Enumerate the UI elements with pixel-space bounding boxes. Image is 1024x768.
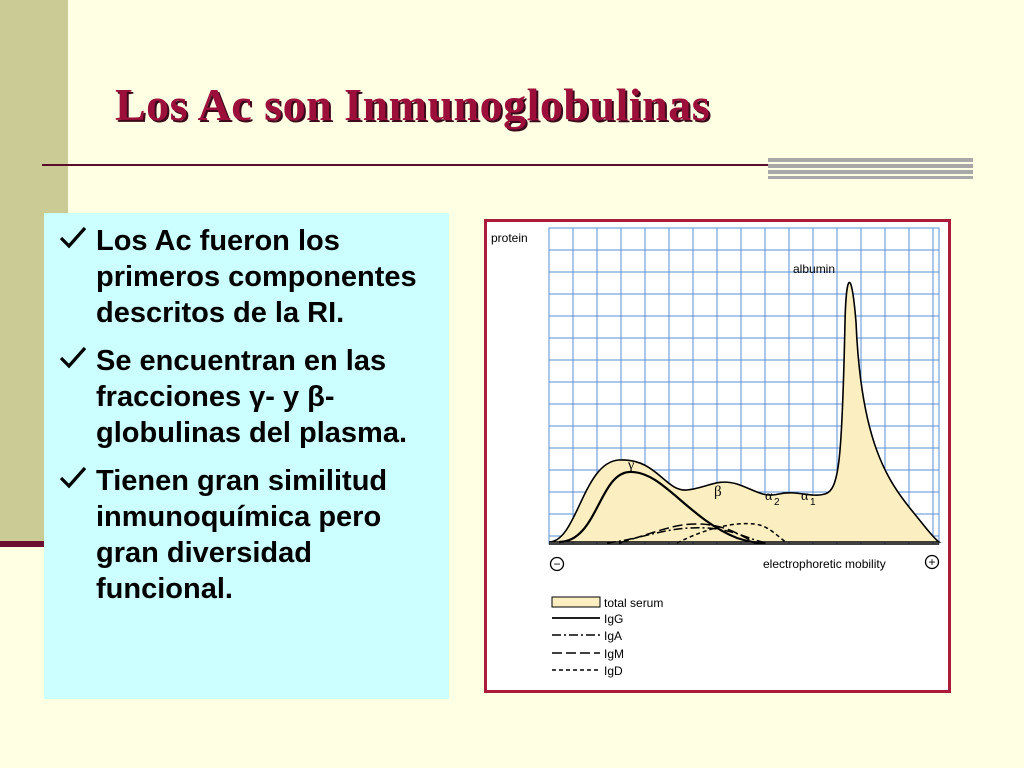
- gamma-label: γ: [628, 458, 635, 473]
- minus-sign: −: [553, 557, 561, 571]
- legend-label-iga: IgA: [604, 629, 623, 643]
- bullet-panel: [44, 213, 449, 699]
- plus-sign: +: [928, 555, 936, 569]
- plus-circle-icon: [926, 555, 939, 569]
- beta-label: β: [714, 484, 722, 500]
- title-underline-gray: [768, 158, 973, 179]
- y-axis-label: protein: [491, 231, 528, 245]
- legend-label-igd: IgD: [604, 664, 623, 678]
- minus-circle-icon: [551, 557, 564, 571]
- bullet-text: Los Ac fueron los primeros componentes descritos de la RI.: [96, 225, 417, 329]
- legend-label-igm: IgM: [604, 647, 625, 661]
- legend-label-total-serum: total serum: [604, 596, 664, 610]
- checkmark-icon: [58, 465, 88, 489]
- electrophoresis-figure: [484, 219, 951, 693]
- bullet-text: Tienen gran similitud inmunoquímica pero gran diversidad funcional.: [96, 465, 388, 605]
- bullet-item: [58, 463, 445, 607]
- legend-label-igg: IgG: [604, 612, 624, 626]
- slide-title: Los Ac son Inmunoglobulinas: [115, 79, 711, 130]
- alpha2-label: α: [765, 489, 773, 504]
- bullet-item: [58, 343, 445, 451]
- alpha1-subscript: 1: [810, 497, 816, 508]
- checkmark-icon: [58, 345, 88, 369]
- x-axis-label: electrophoretic mobility: [763, 557, 886, 571]
- alpha1-label: α: [801, 489, 809, 504]
- title-underline: [42, 164, 792, 166]
- total-serum-curve: [549, 282, 939, 542]
- legend-swatch-total-serum: [552, 597, 600, 607]
- legend: [552, 596, 663, 678]
- checkmark-icon: [58, 225, 88, 249]
- alpha2-subscript: 2: [774, 497, 780, 508]
- bullet-text: Se encuentran en las fracciones γ- y β-globulinas del plasma.: [96, 345, 408, 449]
- bullet-item: [58, 223, 445, 331]
- albumin-label: albumin: [793, 262, 836, 276]
- electrophoresis-diagram: [487, 222, 948, 690]
